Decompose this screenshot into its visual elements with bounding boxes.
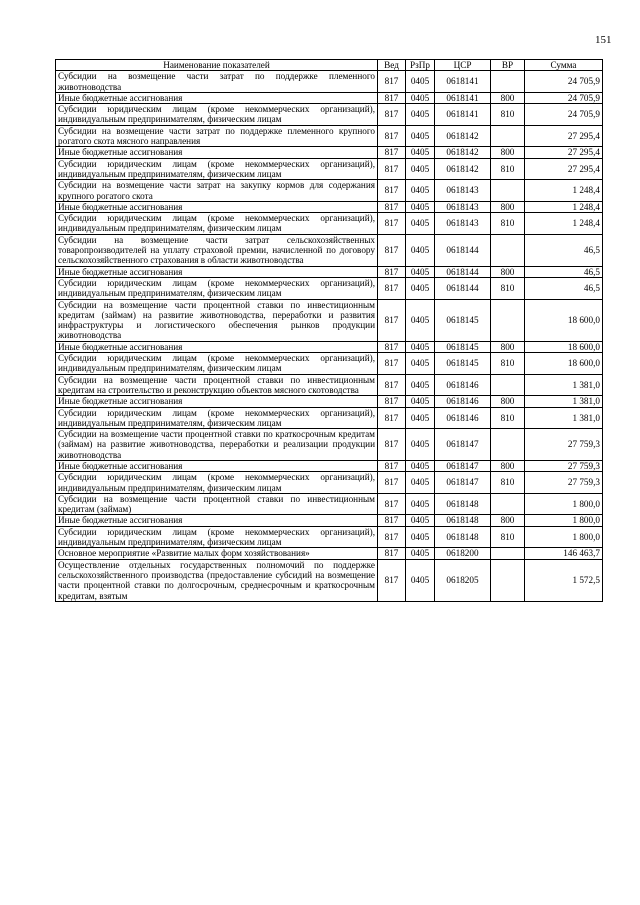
cell-sum: 27 295,4 — [525, 158, 603, 180]
cell-ved: 817 — [378, 460, 406, 471]
cell-vr — [491, 125, 525, 147]
cell-vr: 800 — [491, 201, 525, 212]
cell-name: Субсидии на возмещение части процентной ставки по инвестиционным кредитам (займам) на развитие животноводства, переработки и развития инфраструктуры и логистического обеспечения рынков продукции животноводства — [56, 299, 378, 341]
cell-sum: 46,5 — [525, 234, 603, 266]
cell-ved: 817 — [378, 396, 406, 407]
table-row — [56, 559, 603, 601]
cell-vr — [491, 71, 525, 93]
table-row — [56, 266, 603, 277]
cell-vr: 810 — [491, 407, 525, 429]
cell-name: Субсидии на возмещение части затрат на закупку кормов для содержания крупного рогатого скота — [56, 180, 378, 202]
cell-ved: 817 — [378, 180, 406, 202]
cell-csr: 0618148 — [435, 493, 491, 515]
cell-vr — [491, 548, 525, 559]
cell-rzpr: 0405 — [406, 374, 435, 396]
cell-sum: 1 248,4 — [525, 180, 603, 202]
cell-vr — [491, 429, 525, 461]
cell-rzpr: 0405 — [406, 493, 435, 515]
table-row — [56, 341, 603, 352]
cell-csr: 0618200 — [435, 548, 491, 559]
cell-csr: 0618146 — [435, 407, 491, 429]
cell-ved: 817 — [378, 374, 406, 396]
cell-sum: 1 381,0 — [525, 374, 603, 396]
cell-name: Субсидии юридическим лицам (кроме некоммерческих организаций), индивидуальным предпринимателям, физическим лицам — [56, 277, 378, 299]
cell-vr — [491, 559, 525, 601]
cell-rzpr: 0405 — [406, 147, 435, 158]
cell-name: Субсидии юридическим лицам (кроме некоммерческих организаций), индивидуальным предпринимателям, физическим лицам — [56, 213, 378, 235]
cell-ved: 817 — [378, 277, 406, 299]
cell-sum: 27 759,3 — [525, 472, 603, 494]
header-vr: ВР — [491, 60, 525, 71]
cell-ved: 817 — [378, 213, 406, 235]
cell-csr: 0618146 — [435, 396, 491, 407]
cell-ved: 817 — [378, 515, 406, 526]
cell-ved: 817 — [378, 548, 406, 559]
cell-name: Иные бюджетные ассигнования — [56, 396, 378, 407]
cell-sum: 24 705,9 — [525, 104, 603, 126]
cell-vr: 810 — [491, 472, 525, 494]
table-row — [56, 92, 603, 103]
table-header — [56, 60, 603, 71]
cell-sum: 1 800,0 — [525, 493, 603, 515]
cell-name: Иные бюджетные ассигнования — [56, 147, 378, 158]
cell-name: Иные бюджетные ассигнования — [56, 341, 378, 352]
cell-vr: 810 — [491, 277, 525, 299]
cell-csr: 0618143 — [435, 180, 491, 202]
cell-rzpr: 0405 — [406, 548, 435, 559]
cell-rzpr: 0405 — [406, 526, 435, 548]
cell-name: Субсидии на возмещение части процентной ставки по краткосрочным кредитам (займам) на развитие животноводства, переработки и реализации продукции животноводства — [56, 429, 378, 461]
cell-name: Субсидии юридическим лицам (кроме некоммерческих организаций), индивидуальным предпринимателям, физическим лицам — [56, 472, 378, 494]
cell-csr: 0618144 — [435, 266, 491, 277]
cell-sum: 46,5 — [525, 277, 603, 299]
cell-ved: 817 — [378, 201, 406, 212]
cell-rzpr: 0405 — [406, 299, 435, 341]
cell-csr: 0618143 — [435, 201, 491, 212]
cell-rzpr: 0405 — [406, 71, 435, 93]
cell-name: Осуществление отдельных государственных полномочий по поддержке сельскохозяйственного производства (предоставление субсидий на возмещение части процентной ставки по долгосрочным, среднесрочным и краткосрочным кредитам, взятым — [56, 559, 378, 601]
header-sum: Сумма — [525, 60, 603, 71]
cell-csr: 0618145 — [435, 299, 491, 341]
cell-csr: 0618205 — [435, 559, 491, 601]
cell-csr: 0618145 — [435, 353, 491, 375]
cell-vr: 800 — [491, 266, 525, 277]
cell-ved: 817 — [378, 234, 406, 266]
cell-csr: 0618148 — [435, 515, 491, 526]
cell-rzpr: 0405 — [406, 472, 435, 494]
cell-name: Субсидии на возмещение части затрат по поддержке племенного крупного рогатого скота мясного направления — [56, 125, 378, 147]
cell-rzpr: 0405 — [406, 341, 435, 352]
table-row — [56, 548, 603, 559]
table-row — [56, 493, 603, 515]
table-row — [56, 429, 603, 461]
table-row — [56, 460, 603, 471]
cell-rzpr: 0405 — [406, 158, 435, 180]
cell-csr: 0618142 — [435, 158, 491, 180]
cell-csr: 0618144 — [435, 234, 491, 266]
cell-sum: 146 463,7 — [525, 548, 603, 559]
table-row — [56, 277, 603, 299]
cell-name: Субсидии юридическим лицам (кроме некоммерческих организаций), индивидуальным предпринимателям, физическим лицам — [56, 353, 378, 375]
cell-csr: 0618141 — [435, 92, 491, 103]
cell-vr — [491, 234, 525, 266]
table-row — [56, 374, 603, 396]
cell-ved: 817 — [378, 299, 406, 341]
cell-sum: 27 295,4 — [525, 125, 603, 147]
cell-ved: 817 — [378, 266, 406, 277]
cell-sum: 18 600,0 — [525, 299, 603, 341]
cell-name: Субсидии на возмещение части процентной ставки по инвестиционным кредитам на строительство и реконструкцию объектов мясного скотоводства — [56, 374, 378, 396]
header-name: Наименование показателей — [56, 60, 378, 71]
cell-rzpr: 0405 — [406, 266, 435, 277]
table-row — [56, 104, 603, 126]
cell-rzpr: 0405 — [406, 407, 435, 429]
header-ved: Вед — [378, 60, 406, 71]
cell-name: Иные бюджетные ассигнования — [56, 92, 378, 103]
cell-sum: 1 800,0 — [525, 526, 603, 548]
cell-sum: 18 600,0 — [525, 353, 603, 375]
cell-ved: 817 — [378, 104, 406, 126]
cell-csr: 0618142 — [435, 147, 491, 158]
cell-sum: 27 295,4 — [525, 147, 603, 158]
header-rzpr: РзПр — [406, 60, 435, 71]
cell-csr: 0618141 — [435, 71, 491, 93]
table-row — [56, 180, 603, 202]
cell-sum: 1 800,0 — [525, 515, 603, 526]
cell-rzpr: 0405 — [406, 559, 435, 601]
table-row — [56, 125, 603, 147]
cell-rzpr: 0405 — [406, 213, 435, 235]
cell-csr: 0618147 — [435, 472, 491, 494]
cell-vr — [491, 374, 525, 396]
cell-vr: 800 — [491, 341, 525, 352]
table-row — [56, 526, 603, 548]
cell-name: Субсидии юридическим лицам (кроме некоммерческих организаций), индивидуальным предпринимателям, физическим лицам — [56, 104, 378, 126]
cell-name: Субсидии на возмещение части процентной ставки по инвестиционным кредитам (займам) — [56, 493, 378, 515]
cell-vr: 810 — [491, 526, 525, 548]
cell-vr: 800 — [491, 515, 525, 526]
table-row — [56, 147, 603, 158]
cell-csr: 0618147 — [435, 429, 491, 461]
cell-vr: 810 — [491, 104, 525, 126]
cell-ved: 817 — [378, 526, 406, 548]
cell-ved: 817 — [378, 472, 406, 494]
cell-ved: 817 — [378, 341, 406, 352]
cell-vr: 800 — [491, 460, 525, 471]
cell-vr: 800 — [491, 147, 525, 158]
cell-rzpr: 0405 — [406, 92, 435, 103]
cell-ved: 817 — [378, 125, 406, 147]
cell-ved: 817 — [378, 559, 406, 601]
header-csr: ЦСР — [435, 60, 491, 71]
cell-name: Иные бюджетные ассигнования — [56, 460, 378, 471]
cell-vr: 810 — [491, 158, 525, 180]
cell-ved: 817 — [378, 158, 406, 180]
cell-name: Иные бюджетные ассигнования — [56, 515, 378, 526]
cell-name: Субсидии юридическим лицам (кроме некоммерческих организаций), индивидуальным предпринимателям, физическим лицам — [56, 407, 378, 429]
table-row — [56, 396, 603, 407]
cell-sum: 24 705,9 — [525, 71, 603, 93]
cell-vr — [491, 299, 525, 341]
cell-name: Субсидии юридическим лицам (кроме некоммерческих организаций), индивидуальным предпринимателям, физическим лицам — [56, 526, 378, 548]
cell-rzpr: 0405 — [406, 429, 435, 461]
cell-rzpr: 0405 — [406, 277, 435, 299]
cell-csr: 0618142 — [435, 125, 491, 147]
cell-ved: 817 — [378, 353, 406, 375]
cell-csr: 0618146 — [435, 374, 491, 396]
cell-rzpr: 0405 — [406, 396, 435, 407]
cell-rzpr: 0405 — [406, 180, 435, 202]
cell-ved: 817 — [378, 71, 406, 93]
cell-sum: 1 381,0 — [525, 396, 603, 407]
cell-name: Иные бюджетные ассигнования — [56, 201, 378, 212]
cell-rzpr: 0405 — [406, 234, 435, 266]
cell-sum: 27 759,3 — [525, 460, 603, 471]
cell-name: Иные бюджетные ассигнования — [56, 266, 378, 277]
cell-vr: 800 — [491, 92, 525, 103]
cell-sum: 46,5 — [525, 266, 603, 277]
table-row — [56, 213, 603, 235]
table-row — [56, 407, 603, 429]
cell-sum: 1 572,5 — [525, 559, 603, 601]
cell-name: Субсидии юридическим лицам (кроме некоммерческих организаций), индивидуальным предпринимателям, физическим лицам — [56, 158, 378, 180]
cell-sum: 24 705,9 — [525, 92, 603, 103]
cell-sum: 1 381,0 — [525, 407, 603, 429]
cell-sum: 27 759,3 — [525, 429, 603, 461]
table-row — [56, 299, 603, 341]
cell-csr: 0618141 — [435, 104, 491, 126]
table-row — [56, 353, 603, 375]
cell-rzpr: 0405 — [406, 353, 435, 375]
cell-vr: 800 — [491, 396, 525, 407]
cell-vr: 810 — [491, 353, 525, 375]
cell-rzpr: 0405 — [406, 460, 435, 471]
cell-rzpr: 0405 — [406, 201, 435, 212]
table-row — [56, 158, 603, 180]
table-row — [56, 201, 603, 212]
cell-csr: 0618147 — [435, 460, 491, 471]
cell-rzpr: 0405 — [406, 104, 435, 126]
cell-sum: 1 248,4 — [525, 213, 603, 235]
cell-ved: 817 — [378, 92, 406, 103]
table-row — [56, 472, 603, 494]
table-row — [56, 71, 603, 93]
budget-table — [55, 59, 603, 602]
cell-csr: 0618143 — [435, 213, 491, 235]
cell-rzpr: 0405 — [406, 125, 435, 147]
cell-vr — [491, 493, 525, 515]
cell-ved: 817 — [378, 493, 406, 515]
cell-csr: 0618144 — [435, 277, 491, 299]
table-body — [56, 71, 603, 602]
cell-ved: 817 — [378, 147, 406, 158]
cell-sum: 18 600,0 — [525, 341, 603, 352]
cell-name: Субсидии на возмещение части затрат сельскохозяйственных товаропроизводителей на уплату страховой премии, начисленной по договору сельскохозяйственного страхования в области животноводства — [56, 234, 378, 266]
cell-csr: 0618145 — [435, 341, 491, 352]
cell-name: Субсидии на возмещение части затрат по поддержке племенного животноводства — [56, 71, 378, 93]
cell-rzpr: 0405 — [406, 515, 435, 526]
page-number: 151 — [595, 34, 612, 46]
cell-ved: 817 — [378, 407, 406, 429]
cell-vr — [491, 180, 525, 202]
cell-name: Основное мероприятие «Развитие малых форм хозяйствования» — [56, 548, 378, 559]
cell-ved: 817 — [378, 429, 406, 461]
cell-sum: 1 248,4 — [525, 201, 603, 212]
table-row — [56, 234, 603, 266]
cell-csr: 0618148 — [435, 526, 491, 548]
table-row — [56, 515, 603, 526]
cell-vr: 810 — [491, 213, 525, 235]
